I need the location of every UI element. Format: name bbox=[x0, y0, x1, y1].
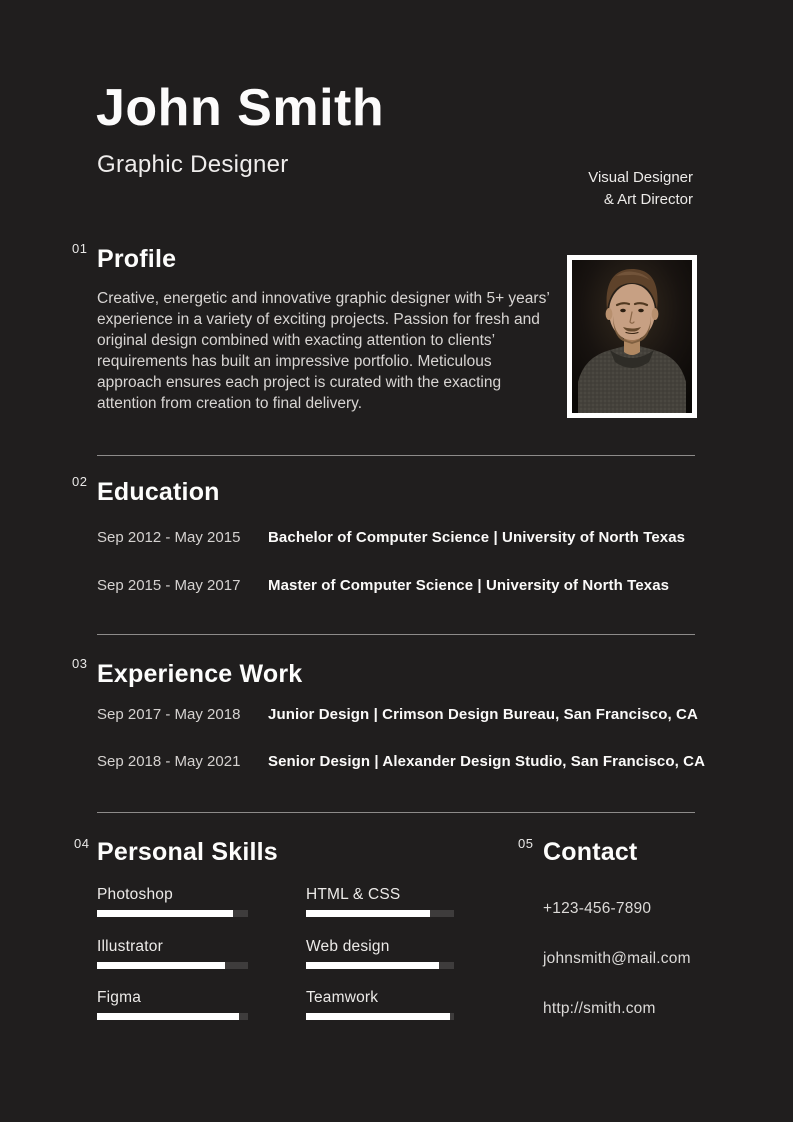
skill-item bbox=[306, 989, 454, 1020]
job-title: Graphic Designer bbox=[97, 151, 289, 178]
education-dates: Sep 2012 - May 2015 bbox=[97, 529, 241, 546]
skill-label: Web design bbox=[306, 938, 390, 955]
section-heading-contact: Contact bbox=[543, 838, 638, 866]
section-number-profile: 01 bbox=[72, 241, 88, 256]
experience-position: Senior Design | Alexander Design Studio, San Francisco, CA bbox=[268, 753, 706, 770]
experience-row bbox=[97, 706, 737, 723]
skill-bar-fill bbox=[306, 1013, 450, 1020]
skill-label: Photoshop bbox=[97, 886, 173, 903]
profile-photo bbox=[567, 255, 697, 418]
contact-phone: +123-456-7890 bbox=[543, 900, 652, 917]
skill-bar-track bbox=[97, 1013, 248, 1020]
skill-label: Illustrator bbox=[97, 938, 163, 955]
skill-bar-track bbox=[97, 910, 248, 917]
skill-bar-fill bbox=[306, 962, 439, 969]
experience-dates: Sep 2017 - May 2018 bbox=[97, 706, 241, 723]
section-heading-skills: Personal Skills bbox=[97, 838, 278, 866]
skill-item bbox=[97, 989, 248, 1020]
skill-label: Teamwork bbox=[306, 989, 379, 1006]
section-divider bbox=[97, 812, 695, 813]
section-heading-profile: Profile bbox=[97, 245, 177, 273]
section-heading-experience: Experience Work bbox=[97, 660, 303, 688]
skill-bar-fill bbox=[97, 1013, 239, 1020]
education-row bbox=[97, 577, 737, 594]
profile-summary: Creative, energetic and innovative graphic designer with 5+ years’ experience in a variety of exciting projects. Passion for fresh and original design combined with exacting attention to clients’ requirements has built an impressive portfolio. Meticulous approach ensures each project is curated with the exacting attention from creation to final delivery. bbox=[97, 290, 550, 412]
skill-bar-track bbox=[97, 962, 248, 969]
tagline-line-2: & Art Director bbox=[603, 190, 693, 208]
section-heading-education: Education bbox=[97, 478, 220, 506]
experience-position: Junior Design | Crimson Design Bureau, San Francisco, CA bbox=[268, 706, 698, 723]
education-row bbox=[97, 529, 737, 546]
skill-bar-track bbox=[306, 1013, 454, 1020]
tagline-line-1: Visual Designer bbox=[588, 169, 693, 186]
education-degree: Master of Computer Science | University of North Texas bbox=[268, 577, 670, 594]
person-name: John Smith bbox=[96, 79, 385, 137]
skill-item bbox=[97, 938, 248, 969]
contact-email: johnsmith@mail.com bbox=[543, 950, 691, 967]
section-divider bbox=[97, 455, 695, 456]
section-number-contact: 05 bbox=[518, 836, 534, 851]
tagline bbox=[588, 167, 693, 210]
skill-bar-fill bbox=[306, 910, 430, 917]
section-number-skills: 04 bbox=[74, 836, 90, 851]
skill-bar-track bbox=[306, 910, 454, 917]
experience-row bbox=[97, 753, 737, 770]
skill-bar-track bbox=[306, 962, 454, 969]
skill-item bbox=[97, 886, 248, 917]
experience-dates: Sep 2018 - May 2021 bbox=[97, 753, 241, 770]
skill-item bbox=[306, 886, 454, 917]
section-number-experience: 03 bbox=[72, 656, 88, 671]
skill-label: HTML & CSS bbox=[306, 886, 401, 903]
education-degree: Bachelor of Computer Science | University of North Texas bbox=[268, 529, 686, 546]
skill-bar-fill bbox=[97, 962, 225, 969]
education-dates: Sep 2015 - May 2017 bbox=[97, 577, 241, 594]
skill-bar-fill bbox=[97, 910, 233, 917]
section-divider bbox=[97, 634, 695, 635]
skill-item bbox=[306, 938, 454, 969]
contact-website: http://smith.com bbox=[543, 1000, 656, 1017]
skill-label: Figma bbox=[97, 989, 142, 1006]
portrait-image bbox=[572, 260, 692, 413]
section-number-education: 02 bbox=[72, 474, 88, 489]
